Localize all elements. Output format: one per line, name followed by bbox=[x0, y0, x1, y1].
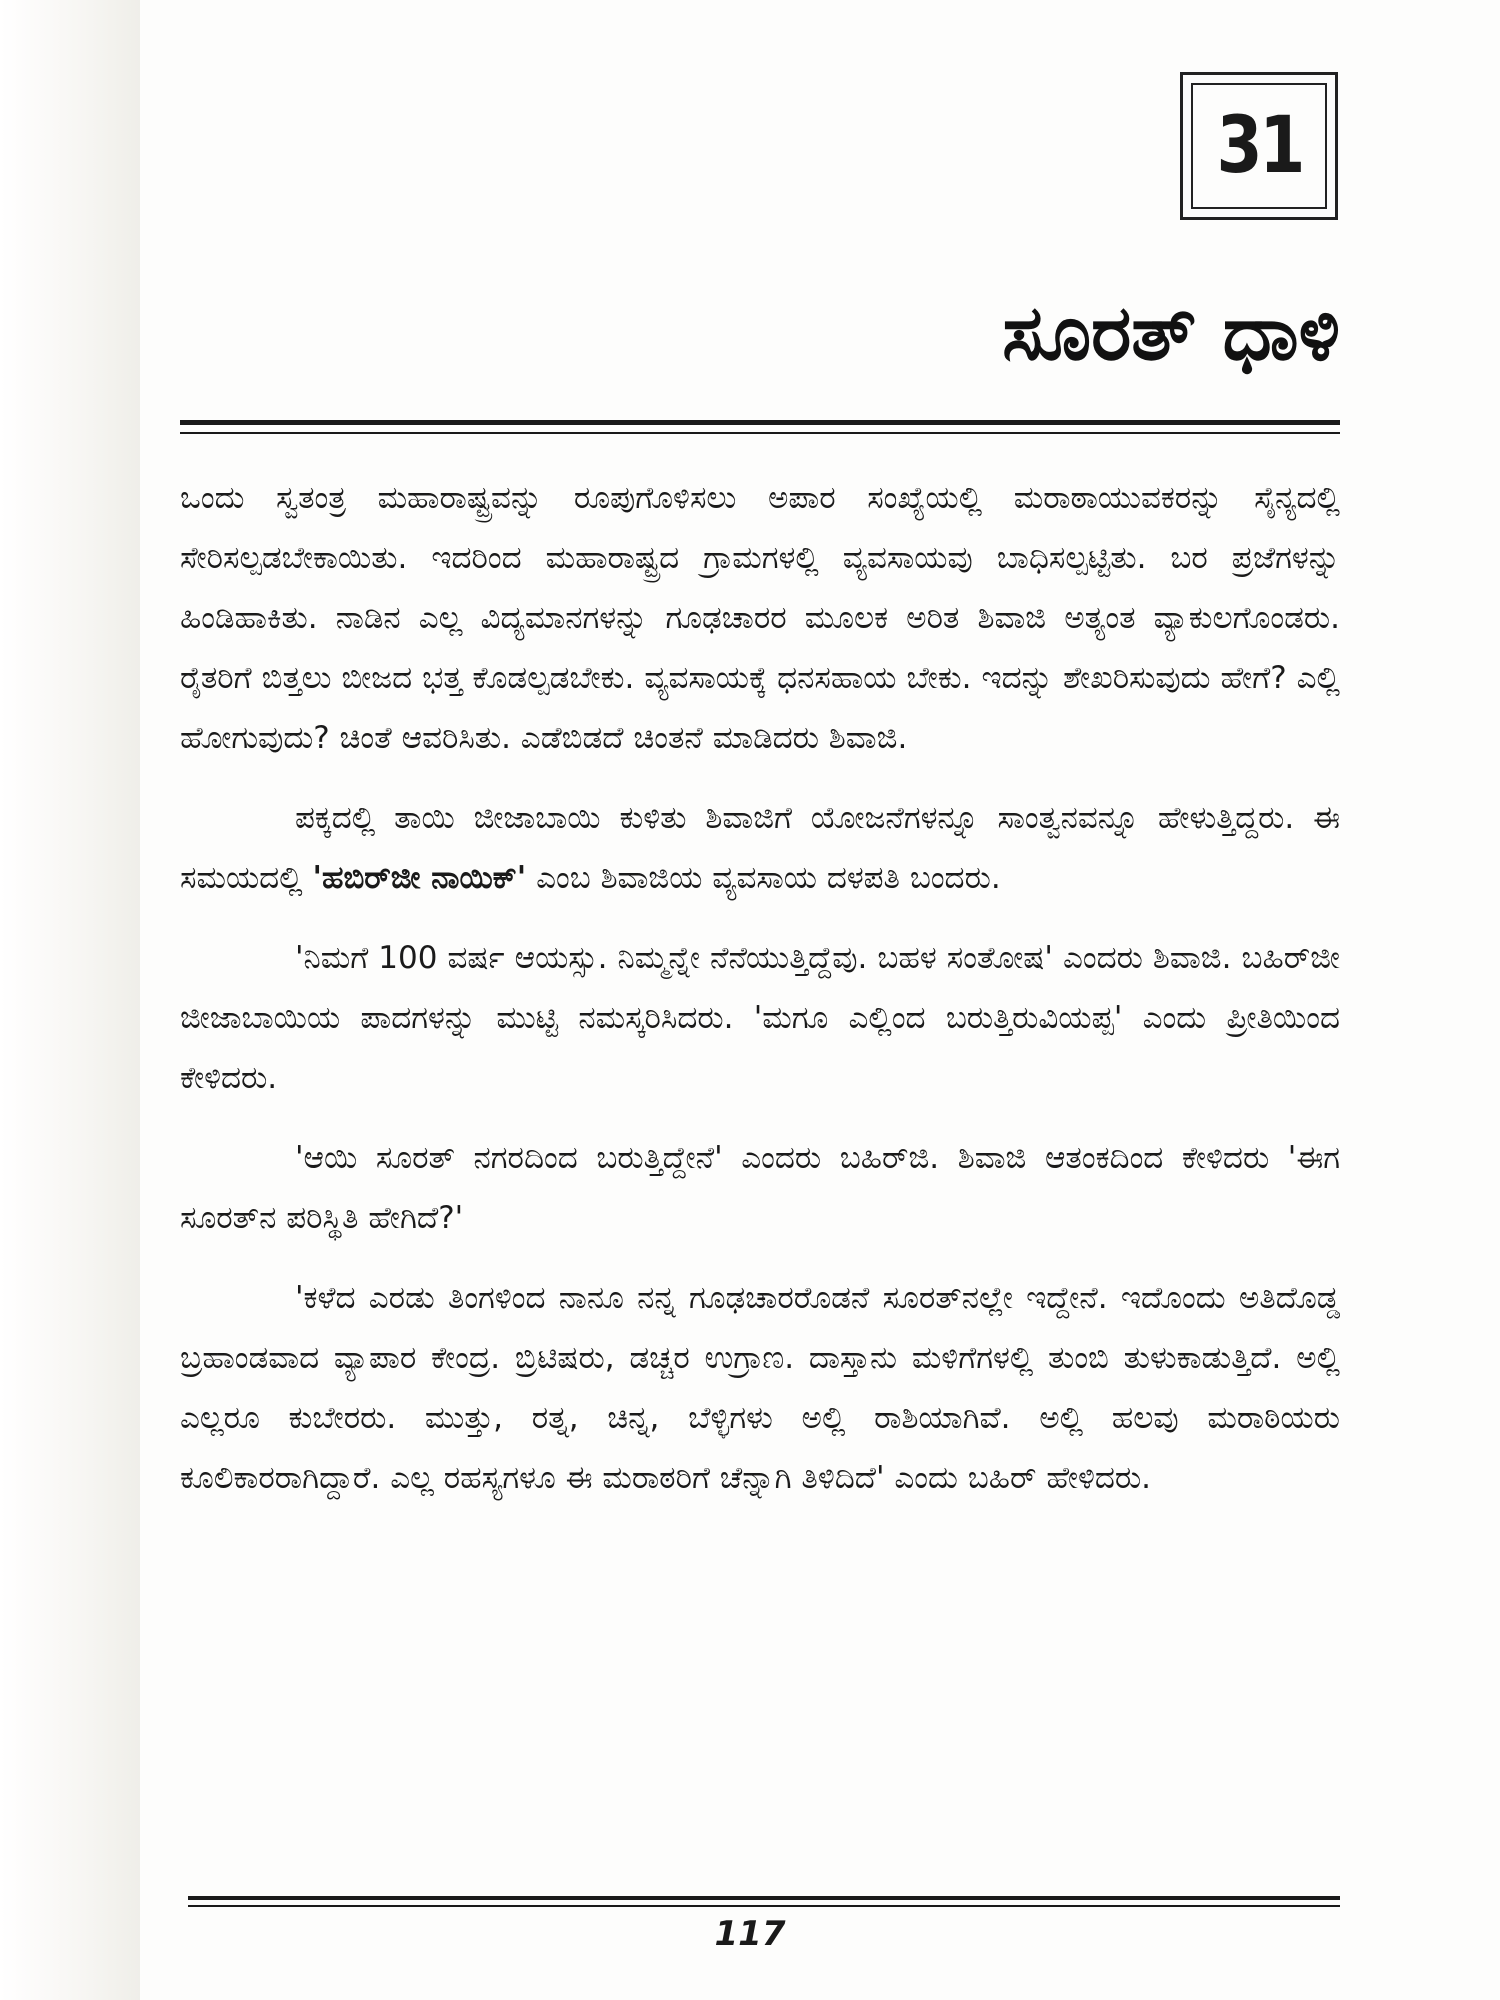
paragraph-3 bbox=[180, 928, 1340, 1108]
paragraph-3-text: 'ನಿಮಗೆ 100 ವರ್ಷ ಆಯಸ್ಸು. ನಿಮ್ಮನ್ನೇ ನೆನೆಯುತ್ತಿದ್ದೆವು. ಬಹಳ ಸಂತೋಷ' ಎಂದರು ಶಿವಾಜಿ. ಬಹಿರ್‌ಜೀ ಜೀಜಾಬಾಯಿಯ ಪಾದಗಳನ್ನು ಮುಟ್ಟಿ ನಮಸ್ಕರಿಸಿದರು. 'ಮಗೂ ಎಲ್ಲಿಂದ ಬರುತ್ತಿರುವಿಯಪ್ಪ' ಎಂದು ಪ್ರೀತಿಯಿಂದ ಕೇಳಿದರು. bbox=[180, 940, 1340, 1096]
paragraph-5-text: 'ಕಳೆದ ಎರಡು ತಿಂಗಳಿಂದ ನಾನೂ ನನ್ನ ಗೂಢಚಾರರೊಡನೆ ಸೂರತ್‌ನಲ್ಲೇ ಇದ್ದೇನೆ. ಇದೊಂದು ಅತಿದೊಡ್ಡ ಬ್ರಹಾಂಡವಾದ ವ್ಯಾಪಾರ ಕೇಂದ್ರ. ಬ್ರಿಟಿಷರು, ಡಚ್ಚರ ಉಗ್ರಾಣ. ದಾಸ್ತಾನು ಮಳಿಗೆಗಳಲ್ಲಿ ತುಂಬಿ ತುಳುಕಾಡುತ್ತಿದೆ. ಅಲ್ಲಿ ಎಲ್ಲರೂ ಕುಬೇರರು. ಮುತ್ತು, ರತ್ನ, ಚಿನ್ನ, ಬೆಳ್ಳಿಗಳು ಅಲ್ಲಿ ರಾಶಿಯಾಗಿವೆ. ಅಲ್ಲಿ ಹಲವು ಮರಾಠಿಯರು ಕೂಲಿಕಾರರಾಗಿದ್ದಾರೆ. ಎಲ್ಲ ರಹಸ್ಯಗಳೂ ಈ ಮರಾಠರಿಗೆ ಚೆನ್ನಾಗಿ ತಿಳಿದಿದೆ' ಎಂದು ಬಹಿರ್ ಹೇಳಿದರು. bbox=[180, 1280, 1340, 1496]
chapter-number-box bbox=[1180, 72, 1338, 220]
footer-rule-thick bbox=[188, 1896, 1340, 1900]
paragraph-1 bbox=[180, 468, 1340, 768]
page-gutter-shadow bbox=[0, 0, 140, 2000]
page-number: 117 bbox=[714, 1914, 786, 1954]
paragraph-4 bbox=[180, 1128, 1340, 1248]
paragraph-2 bbox=[180, 788, 1340, 908]
footer-rule-thin bbox=[188, 1905, 1340, 1907]
paragraph-4-text: 'ಆಯಿ ಸೂರತ್ ನಗರದಿಂದ ಬರುತ್ತಿದ್ದೇನೆ' ಎಂದರು ಬಹಿರ್‌ಜಿ. ಶಿವಾಜಿ ಆತಂಕದಿಂದ ಕೇಳಿದರು 'ಈಗ ಸೂರತ್‌ನ ಪರಿಸ್ಥಿತಿ ಹೇಗಿದೆ?' bbox=[180, 1140, 1340, 1236]
header-rule-thin bbox=[180, 432, 1340, 434]
paragraph-2-text-b: ಎಂಬ ಶಿವಾಜಿಯ ವ್ಯವಸಾಯ ದಳಪತಿ ಬಂದರು. bbox=[526, 860, 1001, 896]
paragraph-5 bbox=[180, 1268, 1340, 1508]
body-text bbox=[180, 468, 1340, 1508]
chapter-title: ಸೂರತ್ ಧಾಳಿ bbox=[1002, 288, 1340, 377]
chapter-number: 31 bbox=[1216, 101, 1302, 191]
paragraph-1-text: ಒಂದು ಸ್ವತಂತ್ರ ಮಹಾರಾಷ್ಟ್ರವನ್ನು ರೂಪುಗೊಳಿಸಲು ಅಪಾರ ಸಂಖ್ಯೆಯಲ್ಲಿ ಮರಾಠಾಯುವಕರನ್ನು ಸೈನ್ಯದಲ್ಲಿ ಸೇರಿಸಲ್ಪಡಬೇಕಾಯಿತು. ಇದರಿಂದ ಮಹಾರಾಷ್ಟ್ರದ ಗ್ರಾಮಗಳಲ್ಲಿ ವ್ಯವಸಾಯವು ಬಾಧಿಸಲ್ಪಟ್ಟಿತು. ಬರ ಪ್ರಜೆಗಳನ್ನು ಹಿಂಡಿಹಾಕಿತು. ನಾಡಿನ ಎಲ್ಲ ವಿದ್ಯಮಾನಗಳನ್ನು ಗೂಢಚಾರರ ಮೂಲಕ ಅರಿತ ಶಿವಾಜಿ ಅತ್ಯಂತ ವ್ಯಾಕುಲಗೊಂಡರು. ರೈತರಿಗೆ ಬಿತ್ತಲು ಬೀಜದ ಭತ್ತ ಕೊಡಲ್ಪಡಬೇಕು. ವ್ಯವಸಾಯಕ್ಕೆ ಧನಸಹಾಯ ಬೇಕು. ಇದನ್ನು ಶೇಖರಿಸುವುದು ಹೇಗೆ? ಎಲ್ಲಿ ಹೋಗುವುದು? ಚಿಂತೆ ಆವರಿಸಿತು. ಎಡೆಬಿಡದೆ ಚಿಂತನೆ ಮಾಡಿದರು ಶಿವಾಜಿ. bbox=[180, 480, 1340, 756]
paragraph-2-text-a: ಪಕ್ಕದಲ್ಲಿ ತಾಯಿ ಜೀಜಾಬಾಯಿ ಕುಳಿತು ಶಿವಾಜಿಗೆ ಯೋಜನೆಗಳನ್ನೂ ಸಾಂತ್ವನವನ್ನೂ ಹೇಳುತ್ತಿದ್ದರು. ಈ ಸಮಯದಲ್ಲಿ bbox=[180, 800, 1340, 896]
header-rule-thick bbox=[180, 420, 1340, 425]
paragraph-2-name-bold: 'ಹಬಿರ್‌ಜೀ ನಾಯಿಕ್' bbox=[312, 860, 527, 896]
chapter-number-box-inner bbox=[1191, 83, 1327, 209]
